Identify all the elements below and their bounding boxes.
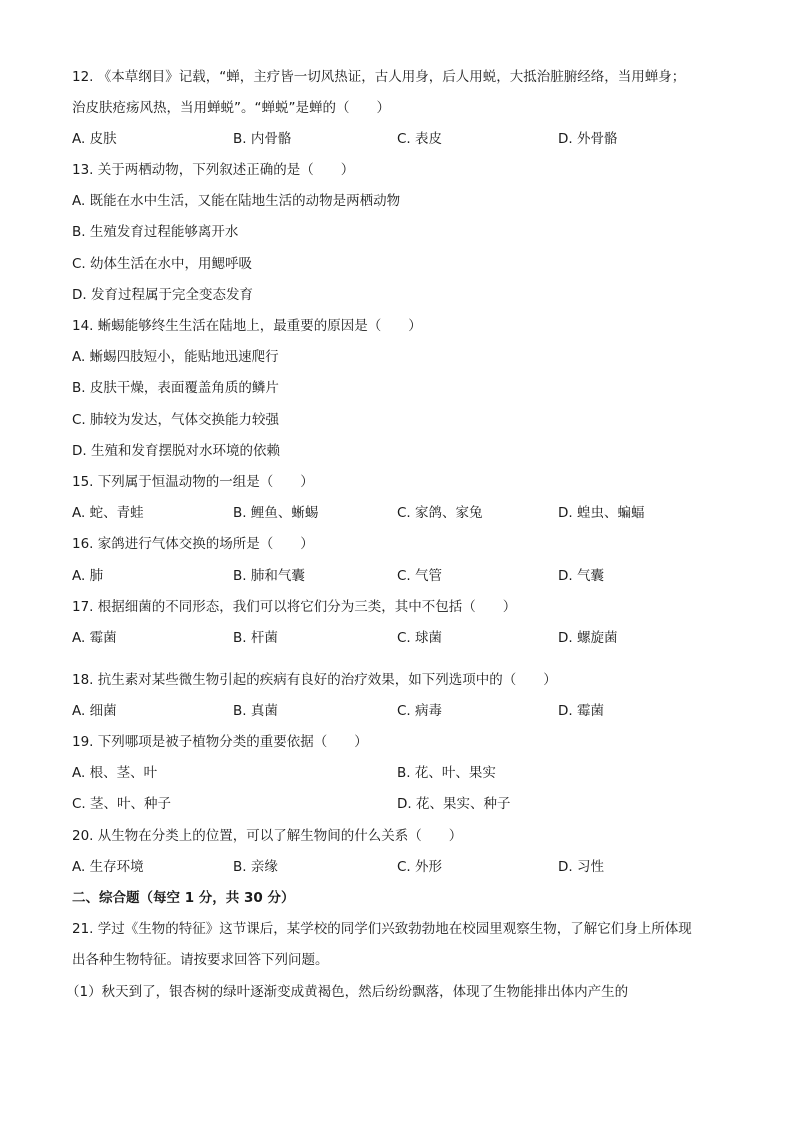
- q15-option-b: B. 鲤鱼、蜥蜴: [233, 505, 319, 521]
- q18-option-d: D. 霉菌: [558, 703, 604, 719]
- q21-sub1: （1）秋天到了，银杏树的绿叶逐渐变成黄褐色，然后纷纷飘落，体现了生物能排出体内产生的: [66, 984, 629, 1000]
- q19-stem: 19. 下列哪项是被子植物分类的重要依据（ ）: [72, 734, 368, 750]
- q14-option-a: A. 蜥蜴四肢短小，能贴地迅速爬行: [72, 349, 279, 365]
- q14-option-b: B. 皮肤干燥，表面覆盖角质的鳞片: [72, 380, 279, 396]
- q15-option-d: D. 蝗虫、蝙蝠: [558, 505, 645, 521]
- q13-option-a: A. 既能在水中生活，又能在陆地生活的动物是两栖动物: [72, 193, 401, 209]
- q12-stem-line1: 12. 《本草纲目》记载，“蝉，主疗皆一切风热证，古人用身，后人用蜕，大抵治脏腑经络，当用蝉身；: [72, 69, 686, 85]
- q14-option-c: C. 肺较为发达，气体交换能力较强: [72, 412, 280, 428]
- q19-option-b: B. 花、叶、果实: [397, 765, 496, 781]
- q12-stem-line2: 治皮肤疮疡风热，当用蝉蜕”。“蝉蜕”是蝉的（ ）: [72, 100, 390, 116]
- q16-option-d: D. 气囊: [558, 568, 604, 584]
- q20-option-d: D. 习性: [558, 859, 604, 875]
- q20-option-a: A. 生存环境: [72, 859, 144, 875]
- q14-option-d: D. 生殖和发育摆脱对水环境的依赖: [72, 443, 280, 459]
- q13-option-c: C. 幼体生活在水中，用鳃呼吸: [72, 256, 253, 272]
- q20-option-c: C. 外形: [397, 859, 443, 875]
- q18-stem: 18. 抗生素对某些微生物引起的疾病有良好的治疗效果，如下列选项中的（ ）: [72, 672, 557, 688]
- q20-stem: 20. 从生物在分类上的位置，可以了解生物间的什么关系（ ）: [72, 828, 463, 844]
- q12-option-b: B. 内骨骼: [233, 131, 292, 147]
- q16-option-a: A. 肺: [72, 568, 104, 584]
- q17-option-c: C. 球菌: [397, 630, 443, 646]
- q19-option-d: D. 花、果实、种子: [397, 796, 511, 812]
- q19-option-a: A. 根、茎、叶: [72, 765, 158, 781]
- q17-option-b: B. 杆菌: [233, 630, 278, 646]
- q15-option-a: A. 蛇、青蛙: [72, 505, 144, 521]
- q18-option-a: A. 细菌: [72, 703, 117, 719]
- q13-stem: 13. 关于两栖动物，下列叙述正确的是（ ）: [72, 162, 355, 178]
- q18-option-c: C. 病毒: [397, 703, 443, 719]
- q15-stem: 15. 下列属于恒温动物的一组是（ ）: [72, 474, 314, 490]
- section-title: 二、综合题（每空 1 分，共 30 分）: [72, 890, 295, 906]
- q21-stem-line2: 出各种生物特征。请按要求回答下列问题。: [72, 952, 329, 968]
- q17-stem: 17. 根据细菌的不同形态，我们可以将它们分为三类，其中不包括（ ）: [72, 599, 517, 615]
- q17-option-d: D. 螺旋菌: [558, 630, 618, 646]
- q15-option-c: C. 家鸽、家兔: [397, 505, 483, 521]
- q12-option-c: C. 表皮: [397, 131, 443, 147]
- q13-option-d: D. 发育过程属于完全变态发育: [72, 287, 253, 303]
- q19-option-c: C. 茎、叶、种子: [72, 796, 172, 812]
- q14-stem: 14. 蜥蜴能够终生生活在陆地上，最重要的原因是（ ）: [72, 318, 422, 334]
- q21-stem-line1: 21. 学过《生物的特征》这节课后，某学校的同学们兴致勃勃地在校园里观察生物，了解它们身上所体现: [72, 921, 692, 937]
- q16-option-c: C. 气管: [397, 568, 443, 584]
- q18-option-b: B. 真菌: [233, 703, 278, 719]
- q16-stem: 16. 家鸽进行气体交换的场所是（ ）: [72, 536, 314, 552]
- q12-option-a: A. 皮肤: [72, 131, 117, 147]
- q16-option-b: B. 肺和气囊: [233, 568, 305, 584]
- q13-option-b: B. 生殖发育过程能够离开水: [72, 224, 239, 240]
- q12-option-d: D. 外骨骼: [558, 131, 618, 147]
- q20-option-b: B. 亲缘: [233, 859, 278, 875]
- q17-option-a: A. 霉菌: [72, 630, 117, 646]
